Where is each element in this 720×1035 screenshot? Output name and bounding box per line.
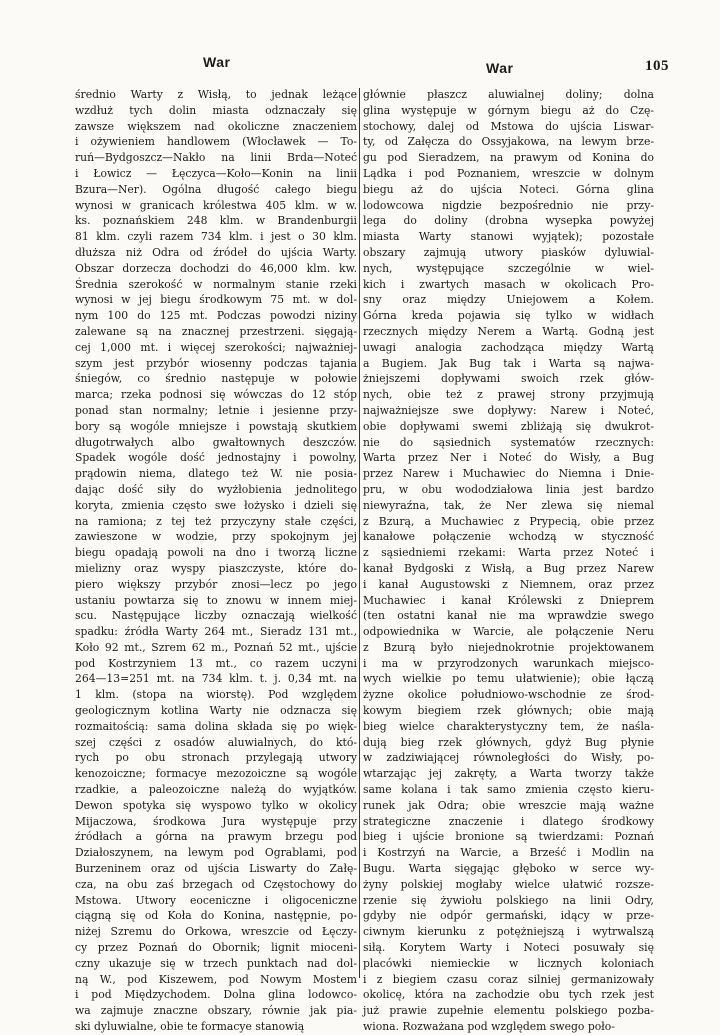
- text-line: ustaniu powtarza się to znowu w innem miej-: [75, 593, 357, 607]
- text-line: ty, od Załęcza do Ossyjakowa, na lewym brze-: [363, 135, 654, 149]
- text-line: strategiczne znaczenie i dlatego środkowy: [363, 814, 654, 828]
- text-line: pru, w obu wododziałowa linia jest bardzo: [363, 482, 654, 496]
- text-line: Muchawiec i kanał Królewski z Dnieprem: [363, 593, 654, 607]
- text-line: Obszar dorzecza dochodzi do 46,000 klm. kw.: [75, 261, 357, 275]
- text-line: dając dość siły do wyżłobienia jednolitego: [75, 482, 357, 496]
- text-line: sny oraz między Uniejowem a Kołem.: [363, 293, 654, 307]
- text-line: zalewane są na znacznej przestrzeni. sięgają-: [75, 324, 357, 338]
- text-line: pod Kostrzyniem 13 mt., co razem uczyni: [75, 656, 357, 670]
- text-line: Bugu. Warta sięgając głęboko w serce wy-: [363, 862, 654, 876]
- text-line: cej 1,000 mt. i więcej szerokości; najważniej-: [75, 340, 357, 354]
- text-line: żyzne okolice południowo-wschodnie ze środ-: [363, 688, 654, 702]
- text-line: kanał Bydgoski z Wisłą, a Bug przez Narew: [363, 561, 654, 575]
- text-line: nych, występujące szczególnie w wiel-: [363, 261, 654, 275]
- text-column-left: [75, 87, 357, 1035]
- text-line: rzadkie, a paleozoiczne należą do wyjątków.: [75, 783, 357, 797]
- text-line: ski dyluwialne, obie te formacye stanowią: [75, 1020, 305, 1034]
- text-line: dłuższa niż Odra od źródeł do ujścia Warty.: [75, 245, 357, 259]
- text-line: lodowcowa nigdzie bezpośrednio nie przy-: [363, 198, 654, 212]
- text-line: wych wielkie po temu ułatwienie); obie łączą: [363, 672, 654, 686]
- text-line: Bzura—Ner). Ogólna długość całego biegu: [75, 182, 357, 196]
- text-line: cy przez Poznań do Obornik; lignit mioceni-: [75, 941, 357, 955]
- text-line: średnio Warty z Wisłą, to jednak leżące: [75, 88, 357, 101]
- text-line: z Bzurą, a Muchawiec z Prypecią, obie przez: [363, 514, 654, 528]
- text-line: wynosi w jej biegu środkowym 75 mt. w dol-: [75, 293, 357, 307]
- text-line: śniegów, co średnio następuje w połowie: [75, 372, 357, 386]
- text-line: ruń—Bydgoszcz—Nakło na linii Brda—Noteć: [75, 151, 357, 165]
- text-line: bieg i ujście bronione są twierdzami: Poznań: [363, 830, 654, 844]
- text-line: cza, na obu zaś brzegach od Częstochowy do: [75, 877, 357, 891]
- text-line: Spadek wogóle dość jednostajny i powolny,: [75, 451, 357, 465]
- text-line: 81 klm. czyli razem 734 klm. i jest o 30 klm.: [75, 230, 357, 244]
- text-line: miasta Warty stanowi wyjątek); pozostałe: [363, 230, 654, 244]
- text-line: rozmaitością: sama dolina składa się po więk-: [75, 719, 357, 733]
- text-line: żyny polskiej mogłaby wielce ułatwić rozsze-: [363, 877, 654, 891]
- text-line: biegu aż do ujścia Noteci. Górna glina: [363, 182, 654, 196]
- text-line: szej części z osadów aluwialnych, do któ-: [75, 735, 357, 749]
- text-line: dują bieg rzek głównych, gdyż Bug płynie: [363, 735, 654, 749]
- text-line: żniejszemi dopływami swoich rzek głów-: [363, 372, 654, 386]
- text-line: 1 klm. (stopa na wiorstę). Pod względem: [75, 688, 357, 702]
- text-line: rych po obu stronach przylegają utwory: [75, 751, 357, 765]
- text-line: geologicznym kotlina Warty nie odznacza się: [75, 704, 357, 718]
- text-line: gdyby nie odpór germański, idący w prze-: [363, 909, 654, 923]
- text-line: nie do sąsiednich systematów rzecznych:: [363, 435, 654, 449]
- text-line: placówki niemieckie w licznych koloniach: [363, 956, 654, 970]
- text-line: obszary zajmują utwory piasków dyluwial-: [363, 245, 654, 259]
- text-line: stochowy, dalej od Mstowa do ujścia Liswar-: [363, 119, 654, 133]
- text-line: prądowin niema, dlatego też W. nie posia-: [75, 467, 357, 481]
- text-line: nych, obie też z prawej strony przyjmują: [363, 388, 654, 402]
- text-line: (ten ostatni kanał nie ma wprawdzie swego: [363, 609, 654, 623]
- text-line: glina występuje w górnym biegu aż do Czę-: [363, 103, 654, 117]
- text-line: ną W., pod Kiszewem, pod Nowym Mostem: [75, 972, 357, 986]
- text-line: wiona. Rozważana pod względem swego poło-: [363, 1020, 615, 1034]
- text-line: scu. Następujące liczby oznaczają wielkość: [75, 609, 357, 623]
- text-line: ponad stan normalny; letnie i jesienne przy-: [75, 403, 357, 417]
- text-line: Dewon spotyka się wyspowo tylko w okolicy: [75, 798, 357, 812]
- text-line: wtarzając jej zakręty, a Warta tworzy także: [363, 767, 654, 781]
- text-line: i ożywieniem handlowem (Włocławek — To-: [75, 135, 357, 149]
- text-line: siłą. Korytem Warty i Noteci posuwały się: [363, 941, 654, 955]
- running-head-left: War: [203, 54, 231, 70]
- text-line: na ramiona; z tej też przyczyny stałe części,: [75, 514, 357, 528]
- text-line: rzecznych między Nerem a Wartą. Godną jest: [363, 324, 654, 338]
- text-line: piero większy przybór znosi—lecz po jego: [75, 577, 357, 591]
- text-line: Burzeninem oraz od ujścia Liswarty do Załę-: [75, 862, 357, 876]
- page-number: 105: [645, 58, 669, 74]
- text-line: okolicę, która na zachodzie obu tych rzek jest: [363, 988, 654, 1002]
- text-line: bory są wogóle mniejsze i powstają skutkiem: [75, 419, 357, 433]
- text-line: Średnia szerokość w normalnym stanie rzeki: [75, 277, 357, 291]
- text-line: źródłach a górna na prawym brzegu pod: [75, 830, 357, 844]
- text-line: z sąsiedniemi rzekami: Warta przez Noteć i: [363, 546, 654, 560]
- text-line: długotrwałych albo gwałtownych deszczów.: [75, 435, 357, 449]
- text-line: i Łowicz — Łęczyca—Koło—Konin na linii: [75, 166, 357, 180]
- text-line: wa zajmuje znaczne obszary, równie jak pia-: [75, 1004, 357, 1018]
- text-line: ks. poznańskiem 248 klm. w Brandenburgii: [75, 214, 357, 228]
- text-line: już prawie zupełnie elementu polskiego pozba-: [363, 1004, 654, 1018]
- text-line: zawsze większem nad okoliczne znaczeniem: [75, 119, 357, 133]
- text-line: i z biegiem czasu coraz silniej germanizowały: [363, 972, 654, 986]
- text-line: Działoszynem, na lewym pod Ograblami, pod: [75, 846, 357, 860]
- text-line: obie dopływami swemi zbliżają się dwukrot-: [363, 419, 654, 433]
- text-line: Mijaczowa, środkowa Jura występuje przy: [75, 814, 357, 828]
- text-line: biegu opadają powoli na dno i tworzą liczne: [75, 546, 357, 560]
- text-line: i Kostrzyń na Warcie, a Brześć i Modlin na: [363, 846, 654, 860]
- text-line: i pod Międzychodem. Dolna glina lodowco-: [75, 988, 357, 1002]
- text-line: runek jak Odra; obie wreszcie mają ważne: [363, 798, 654, 812]
- text-line: odpowiednika w Warcie, ale połączenie Neru: [363, 625, 654, 639]
- text-line: głównie płaszcz aluwialnej doliny; dolna: [363, 88, 654, 101]
- text-line: i ma w przyrodzonych warunkach miejsco-: [363, 656, 654, 670]
- text-line: ciwnym kierunku z potężniejszą i wytrwalszą: [363, 925, 654, 939]
- text-line: najważniejsze swe dopływy: Narew i Noteć,: [363, 403, 654, 417]
- text-line: marca; rzeka podnosi się wówczas do 12 stóp: [75, 388, 357, 402]
- text-line: Lądka i pod Poznaniem, wreszcie w dolnym: [363, 166, 654, 180]
- text-line: Warta przez Ner i Noteć do Wisły, a Bug: [363, 451, 654, 465]
- text-line: bieg wielce charakterystyczny tem, że naśla-: [363, 719, 654, 733]
- text-line: kowym biegiem rzek głównych; obie mają: [363, 704, 654, 718]
- column-divider: [359, 88, 360, 978]
- text-line: 264—13=251 mt. na 734 klm. t. j. 0,34 mt. na: [75, 672, 357, 686]
- text-line: w zadziwiającej równoległości do Wisły, po-: [363, 751, 654, 765]
- page-header: [0, 46, 720, 76]
- text-line: nym 100 do 125 mt. Podczas powodzi niziny: [75, 309, 357, 323]
- text-line: lega do doliny (drobna wysepka powyżej: [363, 214, 654, 228]
- text-line: Górna kreda pojawia się tylko w widłach: [363, 309, 654, 323]
- text-line: mielizny oraz wyspy piaszczyste, które do-: [75, 561, 357, 575]
- text-line: a Bugiem. Jak Bug tak i Warta są najwa-: [363, 356, 654, 370]
- text-line: kenozoiczne; formacye mezozoiczne są wogóle: [75, 767, 357, 781]
- text-line: szym jest przybór wiosenny podczas tajania: [75, 356, 357, 370]
- text-line: ciągną się od Koła do Konina, następnie, po-: [75, 909, 357, 923]
- text-line: same kolana i tak samo zmienia często kieru-: [363, 783, 654, 797]
- text-line: przez Narew i Muchawiec do Niemna i Dnie-: [363, 467, 654, 481]
- text-line: czny ukazuje się w trzech punktach nad dol-: [75, 956, 357, 970]
- text-line: i kanał Augustowski z Niemnem, oraz przez: [363, 577, 654, 591]
- text-line: rzenie się żywiołu polskiego na linii Odry,: [363, 893, 654, 907]
- text-line: z Bzurą było niejednokrotnie projektowanem: [363, 640, 654, 654]
- text-line: wzdłuż tych dolin miasta odznaczały się: [75, 103, 357, 117]
- text-line: koryta, zmienia często swe łożysko i dzieli się: [75, 498, 357, 512]
- text-line: uwagi analogia zachodząca między Wartą: [363, 340, 654, 354]
- text-line: Mstowa. Utwory eoceniczne i oligoceniczne: [75, 893, 357, 907]
- text-column-right: [363, 87, 654, 1035]
- text-line: spadku: źródła Warty 264 mt., Sieradz 131 mt.,: [75, 625, 357, 639]
- running-head-center: War: [486, 60, 514, 76]
- text-line: kich i zwartych masach w okolicach Pro-: [363, 277, 654, 291]
- text-line: gu pod Sieradzem, na prawym od Konina do: [363, 151, 654, 165]
- text-line: zawieszone w wodzie, przy spokojnym jej: [75, 530, 357, 544]
- text-line: kanałowe połączenie wchodzą w styczność: [363, 530, 654, 544]
- text-line: wynosi w granicach królestwa 405 klm. w w.: [75, 198, 357, 212]
- text-line: niewyraźna, tak, że Ner zlewa się niemal: [363, 498, 654, 512]
- text-line: Koło 92 mt., Szrem 62 m., Poznań 52 mt., ujście: [75, 640, 357, 654]
- text-line: niżej Szremu do Orkowa, wreszcie od Łęczy-: [75, 925, 357, 939]
